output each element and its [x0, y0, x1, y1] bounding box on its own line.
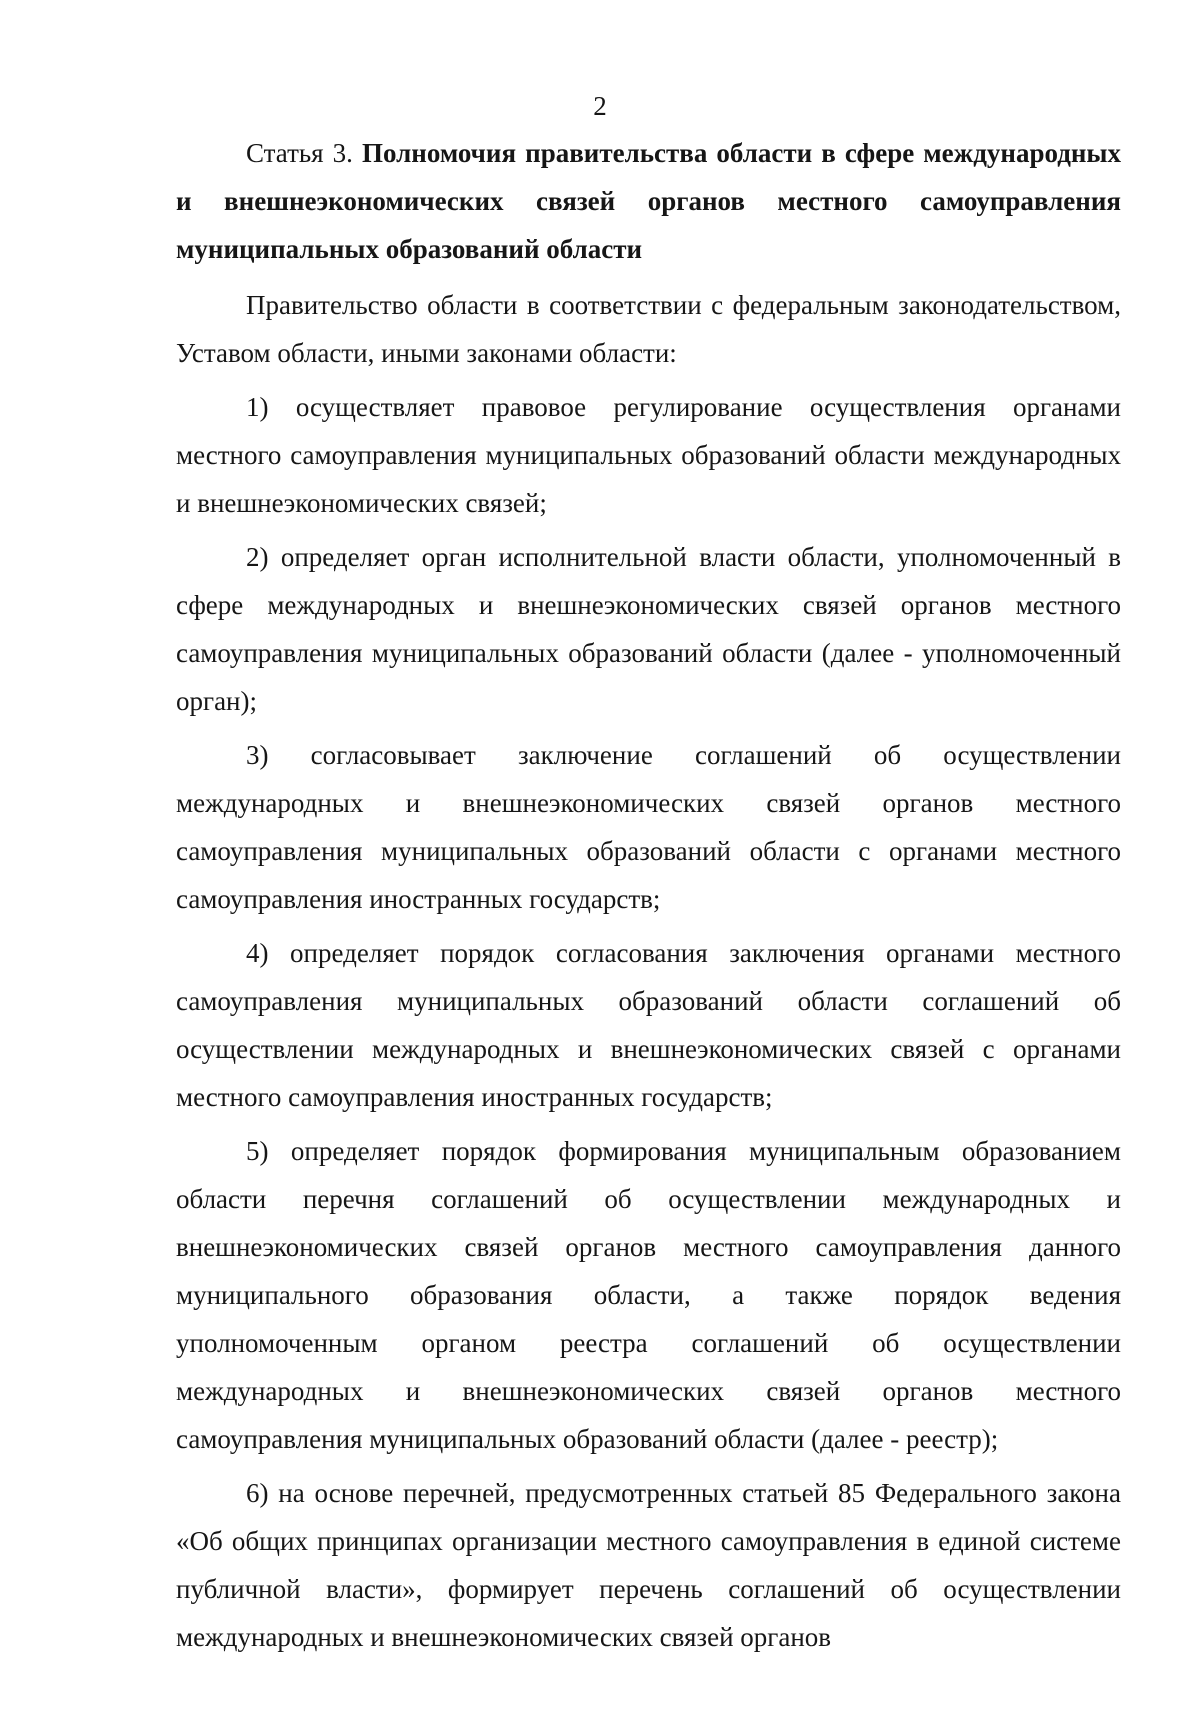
article-heading — [176, 129, 1121, 273]
article-title: Полномочия правительства области в сфере международных и внешнеэкономических связей органов местного самоуправления муниципальных образований области — [176, 138, 1121, 264]
list-item: 1) осуществляет правовое регулирование осуществления органами местного самоуправления муниципальных образований области международных и внешнеэкономических связей; — [176, 392, 1121, 518]
list-item: 6) на основе перечней, предусмотренных статьей 85 Федерального закона «Об общих принципах организации местного самоуправления в единой системе публичной власти», формирует перечень соглашений об осуществлении международных и внешнеэкономических связей органов — [176, 1478, 1121, 1652]
list-item: 4) определяет порядок согласования заключения органами местного самоуправления муниципальных образований области соглашений об осуществлении международных и внешнеэкономических связей с органами местного самоуправления иностранных государств; — [176, 938, 1121, 1112]
intro-paragraph: Правительство области в соответствии с федеральным законодательством, Уставом области, иными законами области: — [176, 290, 1121, 368]
list-item: 2) определяет орган исполнительной власти области, уполномоченный в сфере международных и внешнеэкономических связей органов местного самоуправления муниципальных образований области (далее - уполномоченный орган); — [176, 542, 1121, 716]
article-label: Статья 3. — [246, 138, 353, 168]
document-body — [176, 129, 1121, 1667]
page-number: 2 — [593, 91, 607, 121]
list-item: 3) согласовывает заключение соглашений об осуществлении международных и внешнеэкономических связей органов местного самоуправления муниципальных образований области с органами местного самоуправления иностранных государств; — [176, 740, 1121, 914]
list-item: 5) определяет порядок формирования муниципальным образованием области перечня соглашений об осуществлении международных и внешнеэкономических связей органов местного самоуправления данного муниципального образования области, а также порядок ведения уполномоченным органом реестра соглашений об осуществлении международных и внешнеэкономических связей органов местного самоуправления муниципальных образований области (далее - реестр); — [176, 1136, 1121, 1454]
